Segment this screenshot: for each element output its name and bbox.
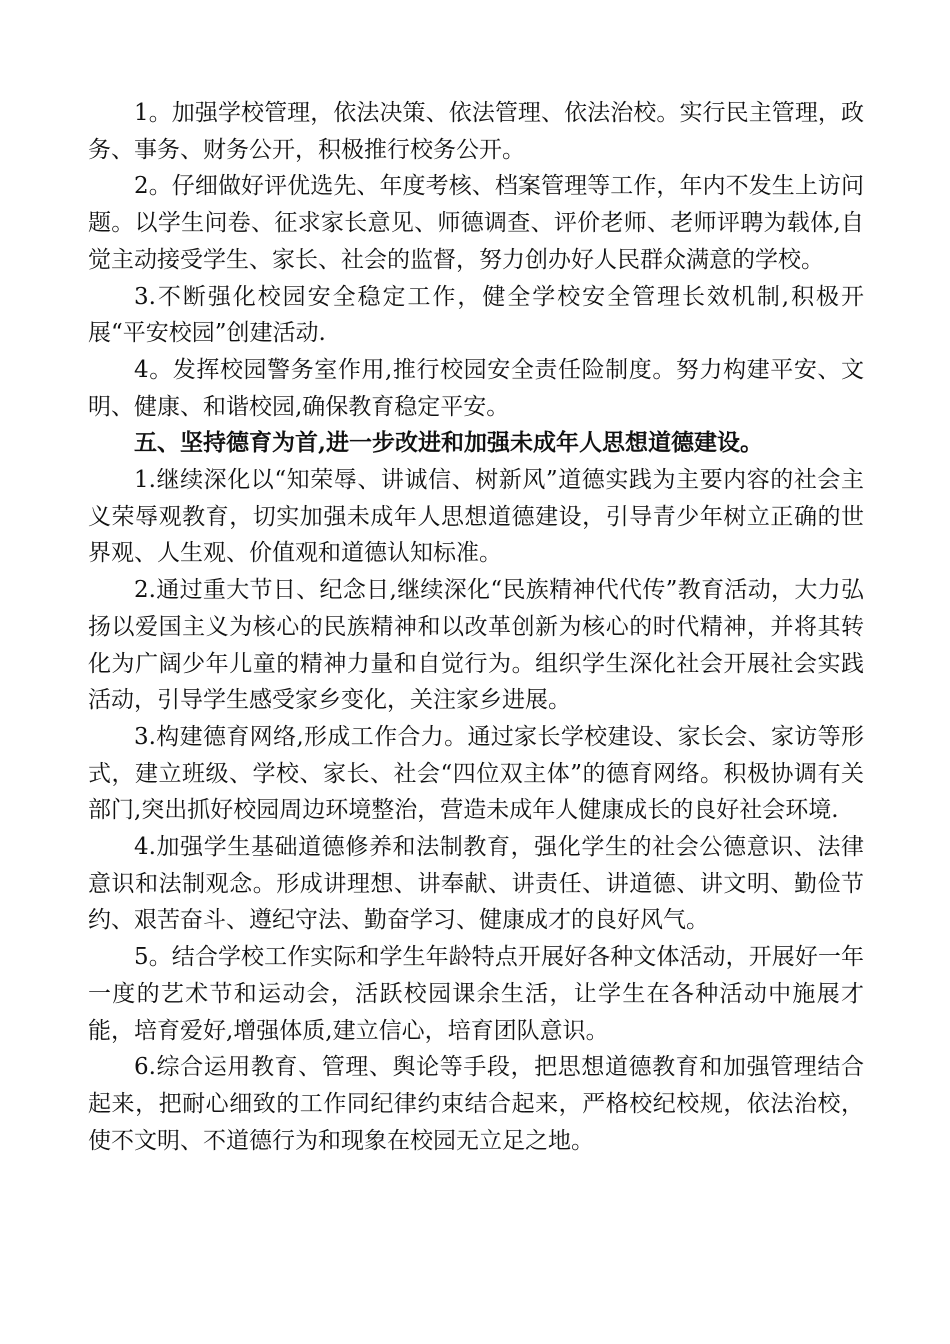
paragraph-2: 2。仔细做好评优选先、年度考核、档案管理等工作，年内不发生上访问题。以学生问卷、征求家长意见、师德调查、评价老师、老师评聘为载体,自觉主动接受学生、家长、社会的监督，努力创办好人民群众满意的学校。 — [88, 173, 864, 273]
paragraph-4: 4。发挥校园警务室作用,推行校园安全责任险制度。努力构建平安、文明、健康、和谐校园,确保教育稳定平安。 — [88, 356, 864, 420]
section-paragraph-3: 3.构建德育网络,形成工作合力。通过家长学校建设、家长会、家访等形式，建立班级、学校、家长、社会“四位双主体”的德育网络。积极协调有关部门,突出抓好校园周边环境整治，营造未成年人健康成长的良好社会环境. — [88, 723, 864, 824]
document-body — [88, 95, 864, 1159]
section-heading: 五、坚持德育为首,进一步改进和加强未成年人思想道德建设。 — [134, 429, 764, 457]
paragraph-1: 1。加强学校管理，依法决策、依法管理、依法治校。实行民主管理，政务、事务、财务公开，积极推行校务公开。 — [88, 100, 864, 163]
section-paragraph-1: 1.继续深化以“知荣辱、讲诚信、树新风”道德实践为主要内容的社会主义荣辱观教育，切实加强未成年人思想道德建设，引导青少年树立正确的世界观、人生观、价值观和道德认知标准。 — [88, 467, 864, 567]
section-paragraph-4: 4.加强学生基础道德修养和法制教育，强化学生的社会公德意识、法律意识和法制观念。形成讲理想、讲奉献、讲责任、讲道德、讲文明、勤俭节约、艰苦奋斗、遵纪守法、勤奋学习、健康成才的良好风气。 — [88, 834, 864, 934]
section-paragraph-6: 6.综合运用教育、管理、舆论等手段，把思想道德教育和加强管理结合起来，把耐心细致的工作同纪律约束结合起来，严格校纪校规，依法治校，使不文明、不道德行为和现象在校园无立足之地。 — [88, 1054, 864, 1154]
section-paragraph-5: 5。结合学校工作实际和学生年龄特点开展好各种文体活动，开展好一年一度的艺术节和运动会，活跃校园课余生活，让学生在各种活动中施展才能，培育爱好,增强体质,建立信心，培育团队意识。 — [88, 944, 864, 1044]
section-paragraph-2: 2.通过重大节日、纪念日,继续深化“民族精神代代传”教育活动，大力弘扬以爱国主义为核心的民族精神和以改革创新为核心的时代精神，并将其转化为广阔少年儿童的精神力量和自觉行为。组织学生深化社会开展社会实践活动，引导学生感受家乡变化，关注家乡进展。 — [88, 577, 864, 714]
paragraph-3: 3.不断强化校园安全稳定工作，健全学校安全管理长效机制,积极开展“平安校园”创建活动. — [88, 283, 864, 347]
